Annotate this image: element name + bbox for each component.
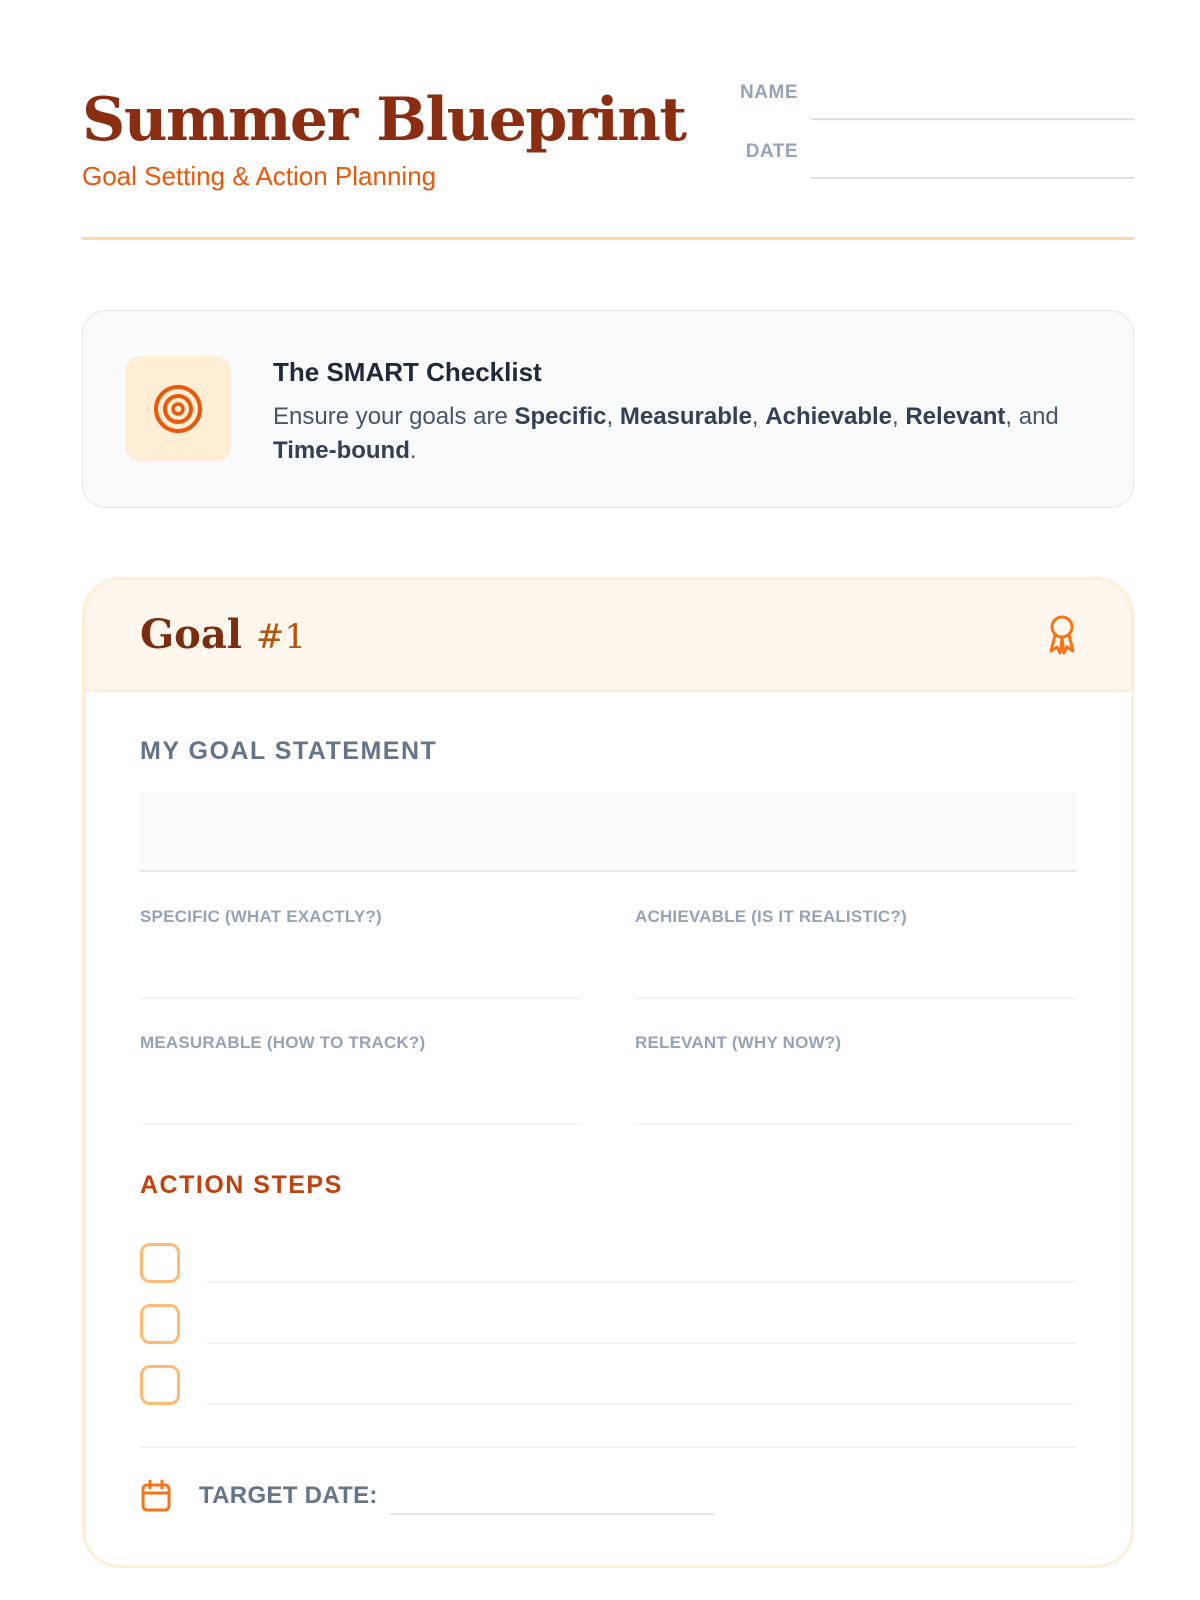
goal-header — [85, 580, 1131, 692]
target-date-label: TARGET DATE: — [199, 1482, 378, 1509]
smart-term-specific: Specific — [514, 403, 607, 430]
goal-title-text: Goal — [140, 611, 242, 658]
step-input-line[interactable] — [207, 1281, 1076, 1283]
relevant-label: RELEVANT (WHY NOW?) — [635, 1033, 842, 1052]
goal-title — [140, 611, 307, 658]
goal-statement-field[interactable] — [140, 792, 1076, 872]
action-step — [140, 1365, 1076, 1405]
page-subtitle: Goal Setting & Action Planning — [82, 161, 437, 191]
specific-field[interactable] — [140, 907, 581, 999]
name-label: NAME — [740, 82, 798, 103]
smart-and: and — [1018, 403, 1059, 430]
date-label: DATE — [745, 141, 798, 162]
smart-checklist-card — [82, 310, 1134, 508]
action-step — [140, 1243, 1076, 1283]
achievable-field[interactable] — [635, 907, 1076, 999]
step-input-line[interactable] — [207, 1342, 1076, 1344]
achievable-label: ACHIEVABLE (IS IT REALISTIC?) — [635, 907, 907, 926]
goal-card — [82, 577, 1134, 1568]
step-input-line[interactable] — [207, 1403, 1076, 1405]
header-divider — [82, 237, 1134, 240]
name-field[interactable] — [722, 70, 1134, 110]
action-step — [140, 1304, 1076, 1344]
smart-term-achievable: Achievable — [765, 403, 892, 430]
name-input-line[interactable] — [811, 118, 1134, 120]
date-input-line[interactable] — [811, 177, 1134, 179]
step-checkbox[interactable] — [140, 1304, 180, 1344]
target-icon — [152, 383, 204, 435]
calendar-icon — [140, 1479, 172, 1513]
step-checkbox[interactable] — [140, 1243, 180, 1283]
smart-title: The SMART Checklist — [273, 357, 542, 387]
goal-number: #1 — [255, 617, 307, 657]
goal-statement-label: MY GOAL STATEMENT — [140, 737, 438, 765]
smart-description: Ensure your goals are Specific, Measurable, Achievable, Relevant, and Time-bound. — [273, 403, 1059, 464]
smart-term-measurable: Measurable — [619, 403, 752, 430]
page-title: Summer Blueprint — [82, 85, 686, 155]
measurable-label: MEASURABLE (HOW TO TRACK?) — [140, 1033, 426, 1052]
measurable-field[interactable] — [140, 1033, 581, 1125]
target-date-row — [140, 1479, 1076, 1519]
smart-term-relevant: Relevant — [905, 403, 1006, 430]
smart-intro: Ensure your goals are — [273, 403, 508, 430]
date-field[interactable] — [722, 129, 1134, 169]
action-steps-label: ACTION STEPS — [140, 1171, 343, 1199]
ribbon-icon — [1047, 614, 1077, 656]
specific-label: SPECIFIC (WHAT EXACTLY?) — [140, 907, 382, 926]
target-date-input-line[interactable] — [390, 1513, 715, 1515]
step-checkbox[interactable] — [140, 1365, 180, 1405]
worksheet-header — [82, 70, 1134, 240]
smart-term-time-bound: Time-bound — [273, 437, 410, 464]
smart-icon-box — [125, 356, 231, 462]
target-divider — [140, 1446, 1076, 1448]
relevant-field[interactable] — [635, 1033, 1076, 1125]
